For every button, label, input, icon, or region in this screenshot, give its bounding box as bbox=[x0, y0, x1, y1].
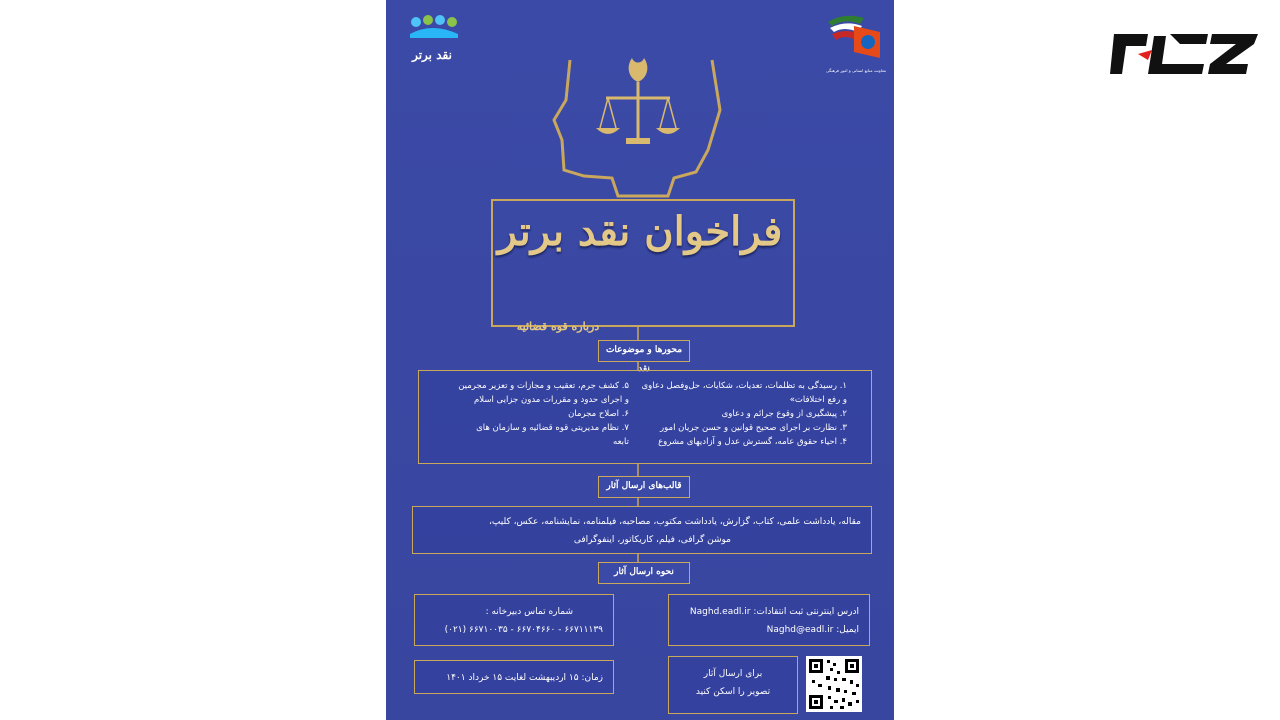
poster-subtitle: درباره قوه قضائیه bbox=[516, 320, 600, 333]
qr-caption-line: برای ارسال آثار bbox=[703, 669, 763, 679]
logo-right-text: معاونت منابع انسانی و امور فرهنگی bbox=[825, 68, 887, 73]
topics-right-list bbox=[637, 379, 847, 449]
phone-label: شماره تماس دبیرخانه : bbox=[485, 607, 573, 617]
topic-item: و اجرای حدود و مقررات مدون جزایی اسلام bbox=[474, 395, 629, 405]
qr-code-icon bbox=[806, 656, 862, 712]
topic-item: ۵. کشف جرم، تعقیب و مجازات و تعزیر مجرمین bbox=[458, 381, 629, 391]
time-text: زمان: ۱۵ اردیبهشت لغایت ۱۵ خرداد ۱۴۰۱ bbox=[446, 673, 603, 683]
topics-left-list bbox=[429, 379, 629, 449]
topic-item: ۷. نظام مدیریتی قوه قضائیه و سازمان های bbox=[476, 423, 629, 433]
rokna-logo-icon bbox=[1108, 24, 1264, 84]
topics-panel bbox=[418, 370, 872, 464]
topic-item: ۱. رسیدگی به تظلمات، تعدیات، شکایات، حل‌وفصل دعاوی bbox=[641, 381, 847, 391]
qr-caption-panel bbox=[668, 656, 798, 714]
topic-item: تابعه bbox=[613, 437, 629, 447]
qr-caption-line: تصویر را اسکن کنید bbox=[695, 687, 771, 697]
judiciary-logo bbox=[824, 12, 888, 80]
phone-panel bbox=[414, 594, 614, 646]
formats-line: موشن گرافی، فیلم، کاریکاتور، اینفوگرافی bbox=[573, 535, 731, 545]
logo-left-text: نقد برتر bbox=[412, 48, 452, 62]
time-panel bbox=[414, 660, 614, 694]
formats-panel bbox=[412, 506, 872, 554]
website-text[interactable]: ادرس اینترنتی ثبت انتقادات: Naghd.eadl.ir bbox=[689, 607, 859, 617]
people-icon bbox=[402, 12, 462, 42]
topic-item: ۴. احیاء حقوق عامه، گسترش عدل و آزادیهای مشروع bbox=[658, 437, 847, 447]
email-text[interactable]: ایمیل: Naghd@eadl.ir bbox=[766, 625, 859, 635]
scales-icon bbox=[596, 58, 680, 144]
formats-line: مقاله، یادداشت علمی، کتاب، گزارش، یادداشت مکتوب، مصاحبه، فیلمنامه، نمایشنامه، عکس، کلیپ، bbox=[489, 517, 861, 527]
internet-panel bbox=[668, 594, 870, 646]
section-topics-label: محورها و موضوعات نقد bbox=[598, 340, 690, 362]
topic-item: ۲. پیشگیری از وقوع جرائم و دعاوی bbox=[721, 409, 847, 419]
judiciary-emblem-icon bbox=[824, 12, 888, 64]
topic-item: ۳. نظارت بر اجرای صحیح قوانین و حسن جریان امور bbox=[660, 423, 847, 433]
naghd-bartar-logo bbox=[402, 12, 462, 68]
section-submission-label: نحوه ارسال آثار bbox=[598, 562, 690, 584]
topic-item: و رفع اختلافات» bbox=[789, 395, 847, 405]
topic-item: ۶. اصلاح مجرمان bbox=[568, 409, 629, 419]
poster-title: فراخوان نقد برتر bbox=[497, 208, 783, 255]
site-logo[interactable] bbox=[1108, 24, 1264, 84]
phone-numbers: ۶۶۷۱۱۱۳۹ - ۶۶۷۰۴۶۶۰ - ۶۶۷۱۰۰۳۵ (۰۲۱) bbox=[444, 625, 603, 635]
section-formats-label: قالب‌های ارسال آثار bbox=[598, 476, 690, 498]
qr-code[interactable] bbox=[806, 656, 862, 712]
poster bbox=[386, 0, 894, 720]
